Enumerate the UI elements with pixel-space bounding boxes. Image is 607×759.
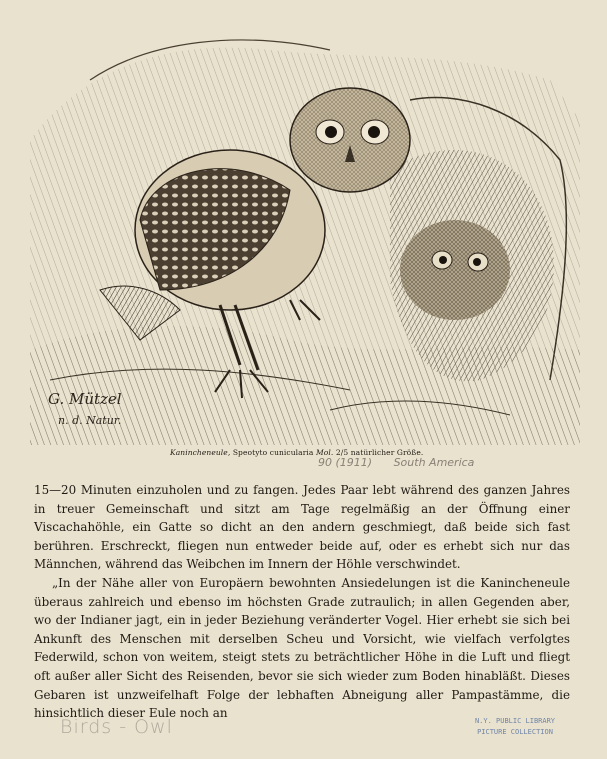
artist-signature: G. Mützel	[48, 390, 122, 408]
caption-scientific-name: Speotyto cunicularia	[232, 448, 314, 457]
library-stamp	[440, 716, 590, 738]
stamp-line-2: PICTURE COLLECTION	[477, 728, 553, 736]
owl-illustration	[30, 20, 580, 445]
handwritten-region: South America	[393, 456, 475, 469]
caption-common-name: Kanincheneule,	[170, 448, 231, 457]
paragraph-1: 15—20 Minuten einzuholen und zu fangen. Jedes Paar lebt während des ganzen Jahres in treuer Gemeinschaft und sitzt am Tage regelmäßig an der Öffnung einer Viscachahöhle, ein Gatte so dicht an den andern geschmiegt, daß beide sich fast berühren. Erschreckt, fliegen nun entweder beide auf, oder es erhebt sich nur das Männchen, während das Weibchen im Innern der Höhle verschwindet.	[34, 483, 570, 572]
caption-scale: 2/5 natürlicher Größe.	[335, 448, 424, 457]
body-text	[34, 481, 570, 723]
stamp-line-1: N.Y. PUBLIC LIBRARY	[474, 717, 556, 725]
burrowing-owl-engraving-icon	[30, 20, 580, 445]
caption-authority: Mol.	[315, 448, 334, 457]
artist-note: n. d. Natur.	[58, 414, 122, 427]
pencil-label: Birds - Owl	[60, 716, 173, 738]
paragraph-2: „In der Nähe aller von Europäern bewohnten Ansiedelungen ist die Kanincheneule überaus zahlreich und ebenso im höchsten Grade zutraulich; in allen Gegenden aber, wo der Indianer jagt, ein in jeder Beziehung veränderter Vogel. Hier erhebt sie sich bei Ankunft des Menschen mit derselben Scheu und Vorsicht, wie vielfach verfolgtes Federwild, schon von weitem, steigt stets zu beträchtlicher Höhe in die Luft und fliegt oft außer aller Sicht des Reisenden, bevor sie sich wieder zum Boden hinabläßt. Dieses Gebaren ist unzweifelhaft Folge der lebhaften Abneigung aller Pampastämme, die hinsichtlich dieser Eule noch an	[34, 575, 570, 721]
handwritten-code: 90 (1911)	[318, 456, 373, 469]
handwritten-notes	[318, 456, 492, 469]
